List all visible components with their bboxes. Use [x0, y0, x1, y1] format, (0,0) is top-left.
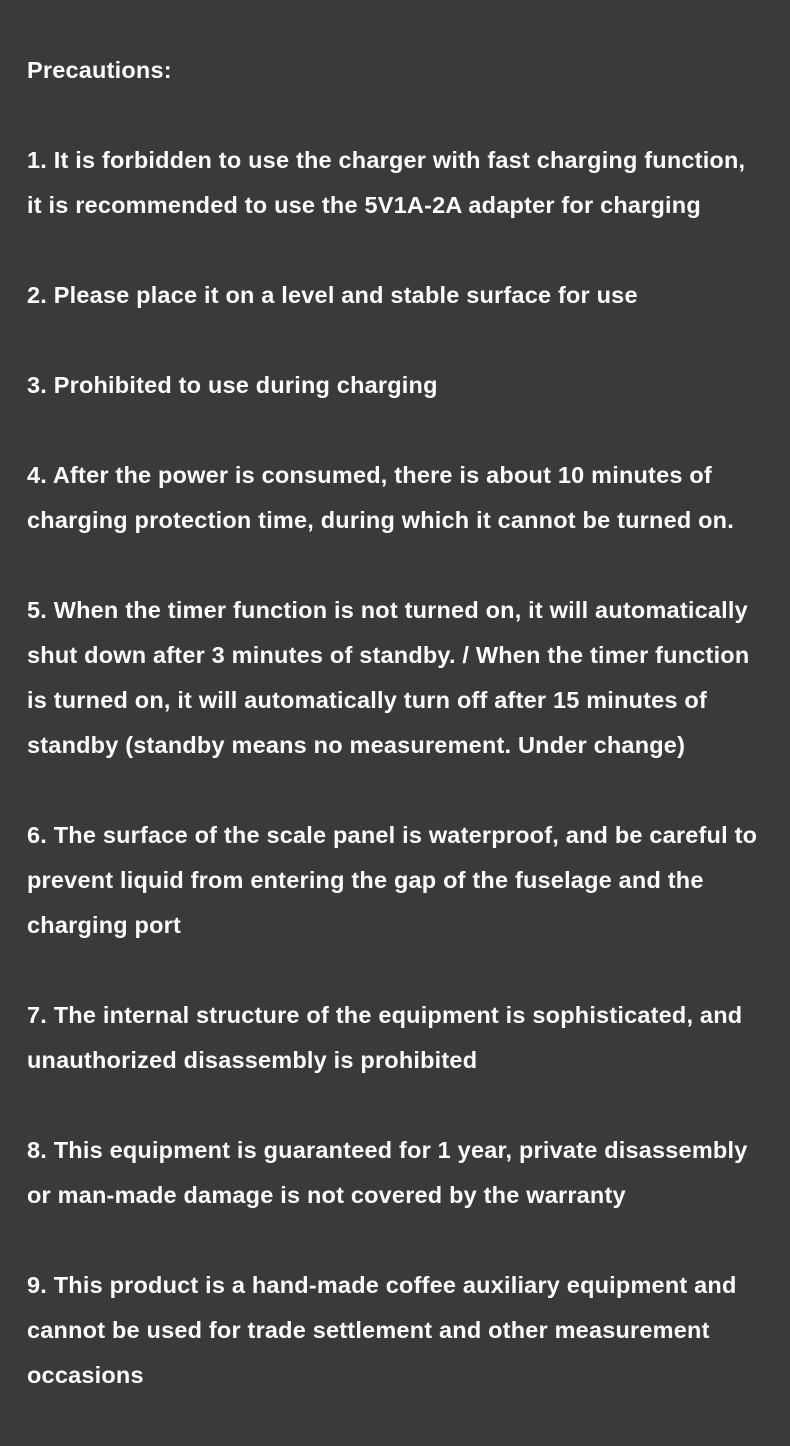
precaution-line: it is recommended to use the 5V1A-2A adapter for charging: [27, 192, 701, 218]
precaution-line: 5. When the timer function is not turned on, it will automatically: [27, 597, 748, 623]
precaution-line: 4. After the power is consumed, there is about 10 minutes of: [27, 462, 712, 488]
precaution-item-4: [27, 453, 760, 543]
precaution-line: shut down after 3 minutes of standby. / When the timer function: [27, 642, 750, 668]
precaution-line: cannot be used for trade settlement and other measurement: [27, 1317, 710, 1343]
precaution-item-7: [27, 993, 760, 1083]
precaution-item-6: [27, 813, 760, 948]
precaution-line: is turned on, it will automatically turn off after 15 minutes of: [27, 687, 708, 713]
precaution-line: charging port: [27, 912, 182, 938]
precaution-item-9: [27, 1263, 760, 1398]
precaution-line: 1. It is forbidden to use the charger with fast charging function,: [27, 147, 746, 173]
precaution-line: or man-made damage is not covered by the warranty: [27, 1182, 626, 1208]
precaution-line: 6. The surface of the scale panel is waterproof, and be careful to: [27, 822, 758, 848]
precaution-line: unauthorized disassembly is prohibited: [27, 1047, 478, 1073]
precaution-item-8: [27, 1128, 760, 1218]
precaution-line: 7. The internal structure of the equipment is sophisticated, and: [27, 1002, 743, 1028]
precaution-item-3: [27, 363, 760, 408]
precaution-line: occasions: [27, 1362, 144, 1388]
precaution-line: 3. Prohibited to use during charging: [27, 372, 438, 398]
precaution-item-2: [27, 273, 760, 318]
precaution-item-5: [27, 588, 760, 768]
precaution-line: prevent liquid from entering the gap of the fuselage and the: [27, 867, 704, 893]
precaution-line: 8. This equipment is guaranteed for 1 year, private disassembly: [27, 1137, 748, 1163]
precaution-line: charging protection time, during which it cannot be turned on.: [27, 507, 734, 533]
precaution-item-1: [27, 138, 760, 228]
precaution-line: 9. This product is a hand-made coffee auxiliary equipment and: [27, 1272, 737, 1298]
precaution-line: standby (standby means no measurement. Under change): [27, 732, 686, 758]
precaution-line: 2. Please place it on a level and stable surface for use: [27, 282, 638, 308]
page-title: Precautions:: [27, 57, 172, 83]
